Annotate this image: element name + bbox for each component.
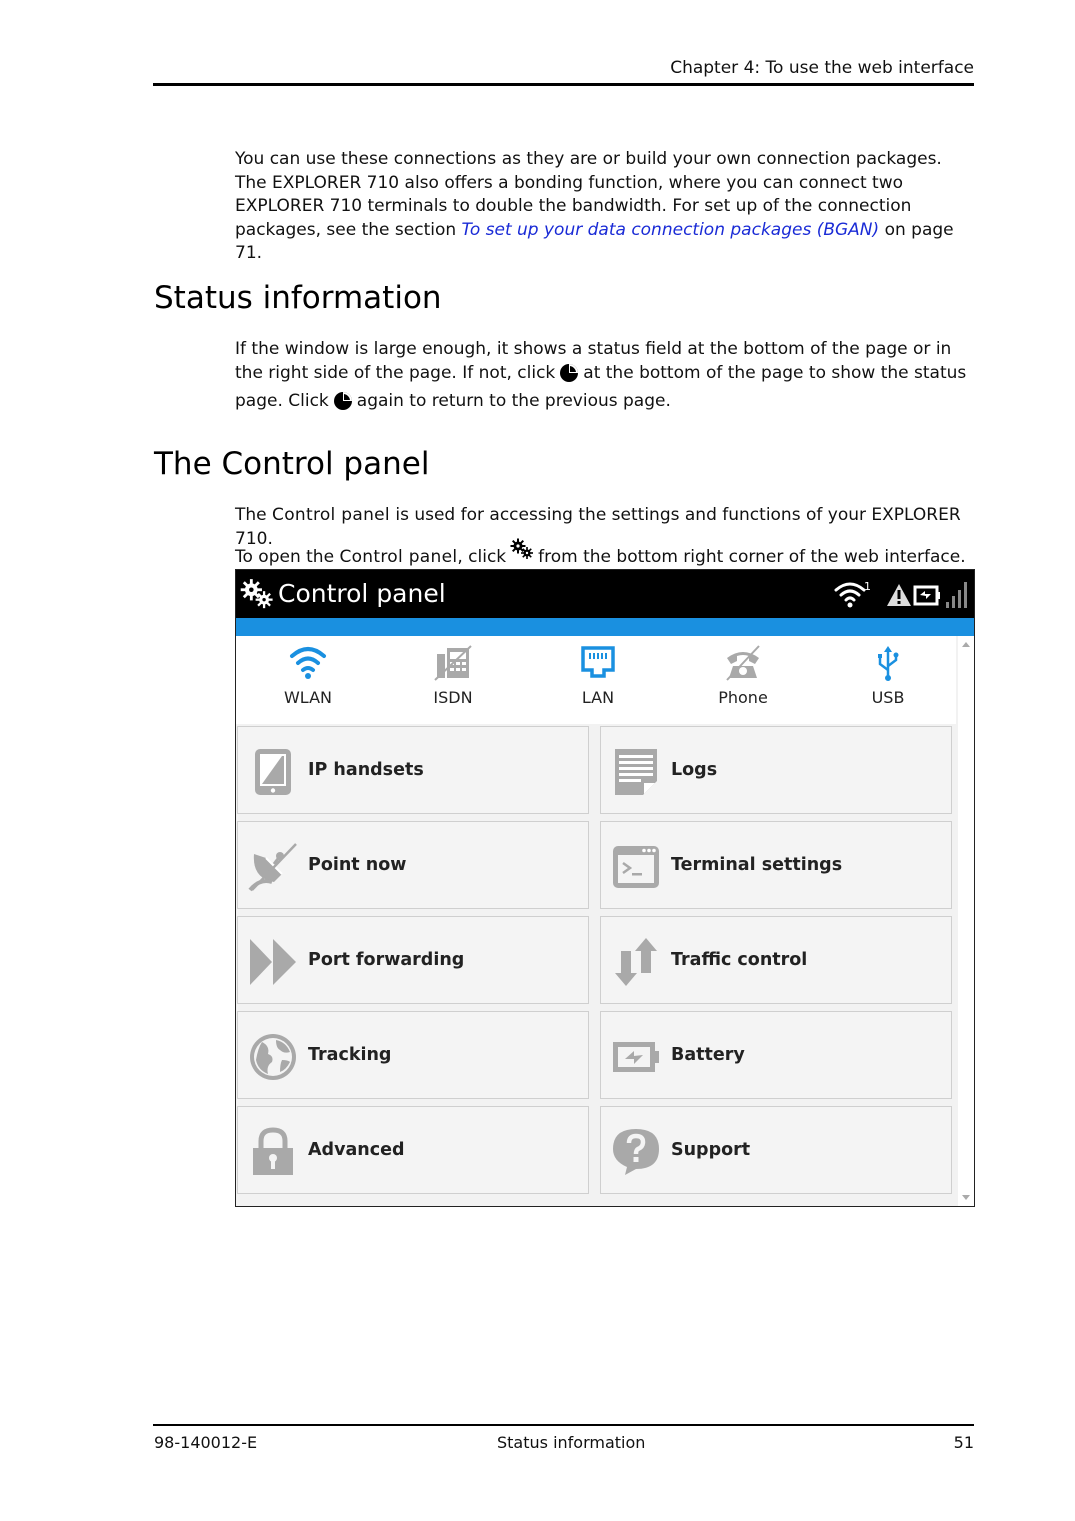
tile-tracking[interactable]	[237, 1011, 589, 1099]
tile-label: Port forwarding	[308, 950, 465, 970]
connection-label: WLAN	[283, 688, 332, 707]
wifi-status-icon	[836, 584, 864, 600]
control-paragraph-2	[235, 538, 975, 570]
status-icons-svg	[834, 578, 974, 612]
control-text: from the bottom right corner of the web interface.	[538, 547, 966, 567]
status-text-3: again to return to the previous page.	[356, 391, 671, 411]
scroll-up-icon[interactable]	[962, 642, 970, 647]
control-panel-titlebar	[236, 570, 974, 618]
intro-paragraph	[235, 148, 975, 266]
satellite-dish-icon	[248, 842, 298, 892]
tile-label: Support	[671, 1140, 751, 1160]
control-text: To open the	[235, 547, 340, 567]
globe-icon	[248, 1032, 298, 1082]
document-number: 98-140012-E	[154, 1433, 258, 1452]
pie-chart-icon	[333, 391, 353, 419]
question-bubble-icon	[611, 1127, 661, 1177]
gears-icon	[510, 538, 534, 568]
tile-logs[interactable]	[600, 726, 952, 814]
control-panel-heading: The Control panel	[154, 446, 430, 482]
tile-label: Traffic control	[671, 950, 808, 970]
status-text-2: at the bottom of the page to show the status page. Click	[235, 362, 967, 411]
control-panel-title: Control panel	[278, 579, 446, 608]
gears-icon[interactable]	[240, 578, 274, 614]
connection-wlan[interactable]	[238, 644, 378, 707]
lock-icon	[248, 1127, 298, 1177]
up-down-arrows-icon	[611, 937, 661, 987]
terminal-icon	[611, 842, 661, 892]
connection-label: USB	[871, 688, 905, 707]
tile-terminal-settings[interactable]	[600, 821, 952, 909]
warning-icon	[887, 584, 911, 606]
pie-chart-icon	[559, 363, 579, 391]
battery-icon	[611, 1032, 661, 1082]
tile-support[interactable]	[600, 1106, 952, 1194]
connection-label: ISDN	[433, 688, 473, 707]
connection-label: Phone	[718, 688, 768, 707]
header-rule	[153, 83, 974, 86]
tile-label: Logs	[671, 760, 718, 780]
connection-isdn[interactable]	[383, 644, 523, 707]
fast-forward-icon	[248, 937, 298, 987]
control-panel-term: Control panel	[272, 505, 390, 525]
control-text: The	[235, 505, 273, 525]
tile-label: Advanced	[308, 1140, 405, 1160]
connection-row	[236, 636, 956, 724]
tile-traffic-control[interactable]	[600, 916, 952, 1004]
tile-label: Battery	[671, 1045, 745, 1065]
status-paragraph	[235, 338, 975, 419]
wifi-icon	[288, 644, 328, 682]
tile-advanced[interactable]	[237, 1106, 589, 1194]
phone-icon	[723, 644, 763, 682]
scrollbar[interactable]	[958, 636, 974, 1206]
usb-icon	[868, 644, 908, 682]
connection-label: LAN	[581, 688, 615, 707]
tile-port-forwarding[interactable]	[237, 916, 589, 1004]
intro-text: You can use these connections as they are or build your own connection packages. The EXPLORER 710 also offers a bonding function, where you can connect two EXPLORER 710 terminals to double the bandwidth. For set up of the connection packages, see the section	[235, 149, 942, 240]
page-number: 51	[953, 1433, 974, 1452]
status-text-1: If the window is large enough, it shows a status field at the bottom of the page or in the right side of the page. If not, click	[235, 339, 952, 383]
tile-point-now[interactable]	[237, 821, 589, 909]
connection-usb[interactable]	[818, 644, 958, 707]
handset-icon	[248, 747, 298, 797]
status-information-heading: Status information	[154, 280, 442, 316]
status-icons	[834, 578, 974, 612]
tile-label: Tracking	[308, 1045, 392, 1065]
cross-reference-link[interactable]: To set up your data connection packages (BGAN)	[461, 219, 880, 240]
tile-label: IP handsets	[308, 760, 424, 780]
running-header: Chapter 4: To use the web interface	[670, 58, 974, 78]
connection-lan[interactable]	[528, 644, 668, 707]
tile-battery[interactable]	[600, 1011, 952, 1099]
wifi-badge: 1	[864, 580, 871, 593]
tile-label: Terminal settings	[671, 855, 843, 875]
lan-icon	[578, 644, 618, 682]
footer-section-title: Status information	[497, 1433, 646, 1452]
intro-text-end: on page 71.	[235, 219, 954, 263]
accent-bar	[236, 618, 974, 636]
battery-status-icon	[915, 587, 940, 604]
signal-bars-icon	[946, 582, 967, 608]
control-text: , click	[457, 547, 507, 567]
connection-phone[interactable]	[673, 644, 813, 707]
tile-ip-handsets[interactable]	[237, 726, 589, 814]
control-panel-screenshot	[235, 569, 975, 1207]
scroll-down-icon[interactable]	[962, 1195, 970, 1200]
isdn-icon	[433, 644, 473, 682]
control-panel-term: Control panel	[339, 547, 458, 567]
logs-icon	[611, 747, 661, 797]
control-text: is used for accessing the settings and functions of your EXPLORER 710.	[235, 505, 961, 549]
tile-label: Point now	[308, 855, 407, 875]
footer-rule	[153, 1424, 974, 1426]
